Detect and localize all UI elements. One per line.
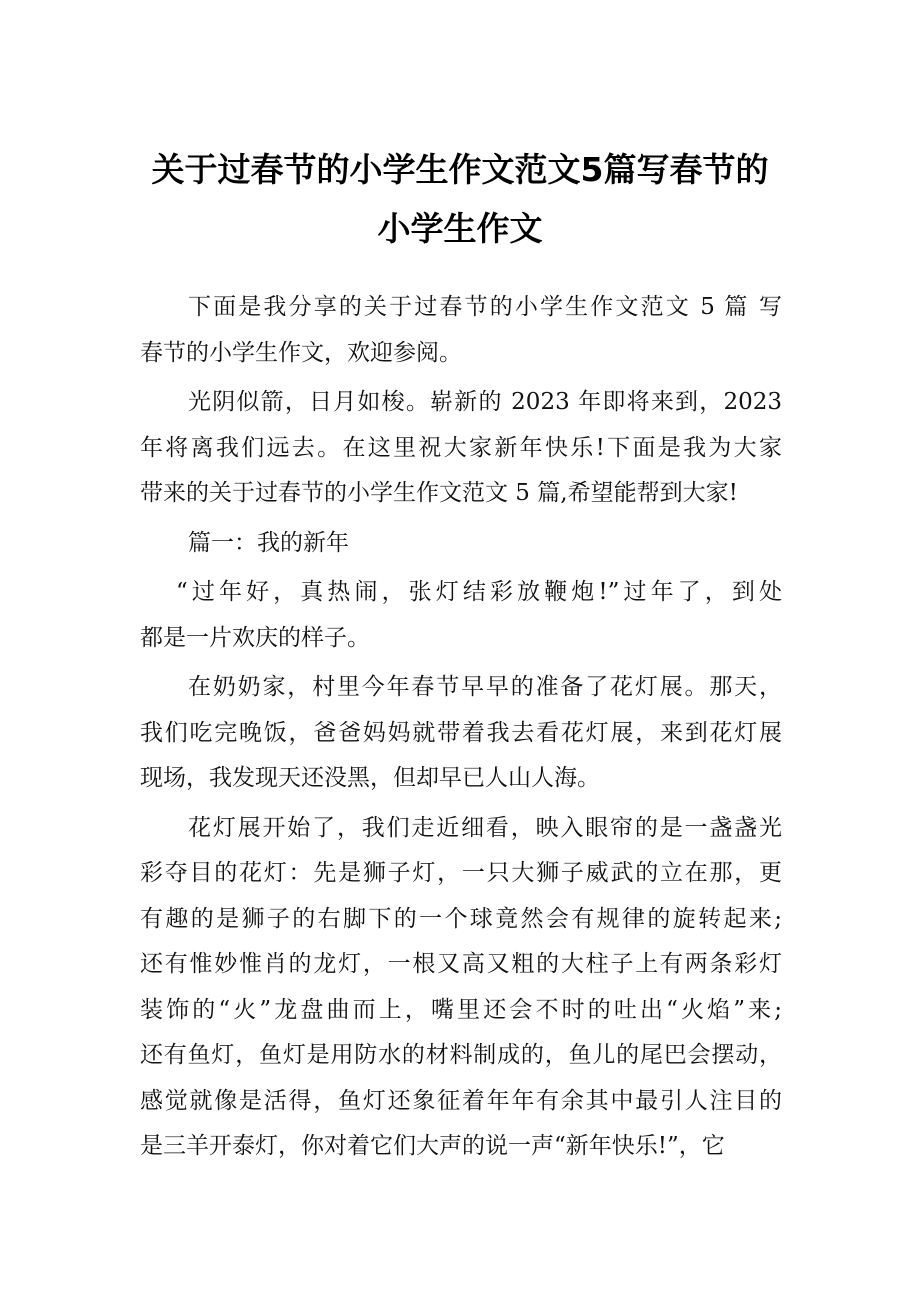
text-line: 篇一：我的新年 — [188, 529, 349, 556]
paragraph — [140, 806, 782, 1170]
text-line: 有趣的是狮子的右脚下的一个球竟然会有规律的旋转起来; — [140, 905, 782, 932]
document-body — [140, 285, 782, 1174]
text-line: 花灯展开始了，我们走近细看，映入眼帘的是一盏盏光 — [188, 814, 782, 841]
text-line: 装饰的“火”龙盘曲而上，嘴里还会不时的吐出“火焰”来; — [140, 996, 782, 1023]
text-line: 带来的关于过春节的小学生作文范文 5 篇,希望能帮到大家! — [140, 480, 738, 506]
paragraph — [140, 380, 782, 517]
text-line: 年将离我们远去。在这里祝大家新年快乐!下面是我为大家 — [140, 434, 782, 461]
text-line: 下面是我分享的关于过春节的小学生作文范文 5 篇 写 — [188, 294, 782, 320]
text-line: 彩夺目的花灯：先是狮子灯，一只大狮子威武的立在那，更 — [140, 860, 782, 886]
text-line: 还有鱼灯，鱼灯是用防水的材料制成的，鱼儿的尾巴会摆动， — [140, 1042, 782, 1068]
text-line: 感觉就像是活得，鱼灯还象征着年年有余其中最引人注目的 — [140, 1087, 782, 1114]
text-line: 在奶奶家，村里今年春节早早的准备了花灯展。那天， — [188, 674, 782, 700]
text-line: 我们吃完晚饭，爸爸妈妈就带着我去看花灯展，来到花灯展 — [140, 719, 782, 746]
document-title — [100, 140, 820, 258]
title-line: 小学生作文 — [377, 209, 543, 248]
paragraph — [140, 285, 782, 376]
text-line: 现场，我发现天还没黑，但却早已人山人海。 — [140, 765, 600, 791]
title-line: 关于过春节的小学生作文范文5篇写春节的 — [151, 150, 769, 189]
text-line: 还有惟妙惟肖的龙灯，一根又高又粗的大柱子上有两条彩灯 — [140, 951, 782, 977]
text-line: “过年好，真热闹，张灯结彩放鞭炮!”过年了，到处 — [176, 579, 782, 605]
text-line: 春节的小学生作文，欢迎参阅。 — [140, 339, 462, 366]
text-line: 都是一片欢庆的样子。 — [140, 624, 370, 651]
paragraph — [140, 521, 782, 567]
paragraph — [140, 665, 782, 802]
text-line: 光阴似箭，日月如梭。崭新的 2023 年即将来到，2023 — [188, 389, 782, 415]
text-line: 是三羊开泰灯，你对着它们大声的说一声“新年快乐!”，它 — [140, 1133, 725, 1159]
paragraph — [140, 570, 782, 661]
